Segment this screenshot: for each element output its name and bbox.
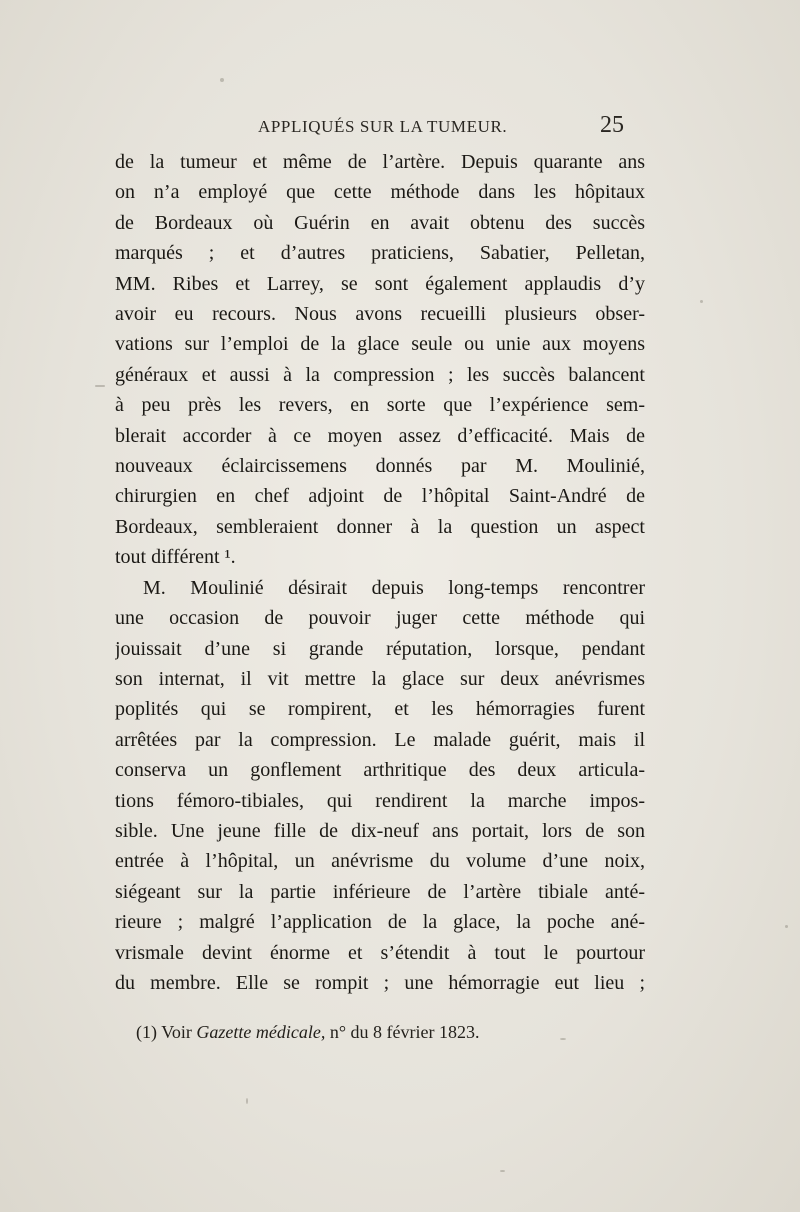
text-line: de Bordeaux où Guérin en avait obtenu des succès	[115, 211, 645, 234]
footnote	[136, 1022, 480, 1043]
text-line: siégeant sur la partie inférieure de l’artère tibiale anté-	[115, 880, 645, 903]
text-line: son internat, il vit mettre la glace sur deux anévrismes	[115, 667, 645, 690]
paper-speck	[220, 78, 224, 82]
text-line: poplités qui se rompirent, et les hémorragies furent	[115, 698, 645, 721]
text-line: généraux et aussi à la compression ; les succès balancent	[115, 363, 645, 386]
text-line: à peu près les revers, en sorte que l’expérience sem-	[115, 394, 645, 417]
body-text	[115, 147, 645, 998]
text-line: sible. Une jeune fille de dix-neuf ans portait, lors de son	[115, 819, 645, 842]
paper-speck	[95, 385, 105, 387]
paper-speck	[500, 1170, 505, 1172]
text-line: chirurgien en chef adjoint de l’hôpital Saint-André de	[115, 485, 645, 508]
text-line: on n’a employé que cette méthode dans les hôpitaux	[115, 181, 645, 204]
text-line: de la tumeur et même de l’artère. Depuis quarante ans	[115, 151, 645, 173]
page-number: 25	[600, 112, 624, 138]
paper-speck	[700, 300, 703, 303]
text-line: du membre. Elle se rompit ; une hémorragie eut lieu ;	[115, 971, 645, 994]
paper-speck	[785, 925, 788, 928]
text-line: vrismale devint énorme et s’étendit à tout le pourtour	[115, 941, 645, 964]
footnote-date: n° du 8 février 1823.	[329, 1022, 480, 1042]
footnote-journal-title: Gazette médicale,	[196, 1022, 326, 1042]
footnote-prefix: Voir	[161, 1022, 192, 1042]
paper-speck	[560, 1038, 566, 1040]
text-line: vations sur l’emploi de la glace seule ou unie aux moyens	[115, 333, 645, 356]
text-line: MM. Ribes et Larrey, se sont également applaudis d’y	[115, 272, 645, 295]
footnote-marker: (1)	[136, 1022, 157, 1042]
text-line: conserva un gonflement arthritique des deux articula-	[115, 759, 645, 782]
paragraph-last-line: tout différent ¹.	[115, 546, 236, 569]
text-line: tions fémoro-tibiales, qui rendirent la marche impos-	[115, 789, 645, 812]
text-line: blerait accorder à ce moyen assez d’efficacité. Mais de	[115, 424, 645, 447]
text-line: rieure ; malgré l’application de la glace, la poche ané-	[115, 911, 645, 934]
paragraph-first-line: M. Moulinié désirait depuis long-temps rencontrer	[143, 576, 645, 599]
text-line: jouissait d’une si grande réputation, lorsque, pendant	[115, 637, 645, 660]
text-line: Bordeaux, sembleraient donner à la question un aspect	[115, 515, 645, 538]
text-line: nouveaux éclaircissemens donnés par M. Moulinié,	[115, 455, 645, 478]
text-line: arrêtées par la compression. Le malade guérit, mais il	[115, 728, 645, 751]
text-line: une occasion de pouvoir juger cette méthode qui	[115, 607, 645, 630]
text-line: avoir eu recours. Nous avons recueilli plusieurs obser-	[115, 303, 645, 326]
paper-speck	[246, 1098, 248, 1104]
running-title: APPLIQUÉS SUR LA TUMEUR.	[258, 117, 508, 136]
text-line: entrée à l’hôpital, un anévrisme du volume d’une noix,	[115, 850, 645, 873]
text-line: marqués ; et d’autres praticiens, Sabatier, Pelletan,	[115, 242, 645, 265]
